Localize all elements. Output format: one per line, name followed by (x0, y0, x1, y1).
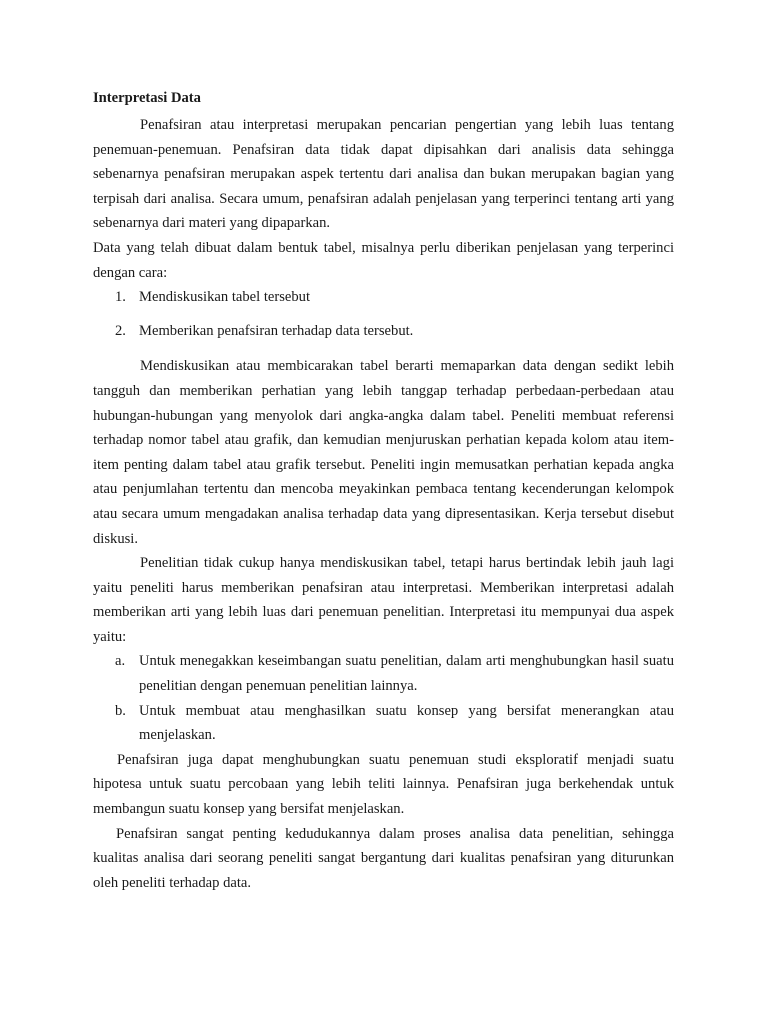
list-item (93, 699, 674, 748)
document-page (93, 88, 674, 895)
list-item (93, 319, 674, 344)
list-marker: a. (115, 653, 126, 670)
list-marker: b. (115, 702, 126, 719)
paragraph-interpretation: Penelitian tidak cukup hanya mendiskusikan tabel, tetapi harus bertindak lebih jauh lagi yaitu peneliti harus memberikan penafsiran atau interpretasi. Memberikan interpretasi adalah memberikan arti yang lebih luas dari penemuan penelitian. Interpretasi itu mempunyai dua aspek yaitu: (93, 555, 674, 645)
paragraph-exploratory: Penafsiran juga dapat menghubungkan suatu penemuan studi eksploratif menjadi suatu hipotesa untuk suatu percobaan yang lebih teliti lainnya. Penafsiran juga berkehendak untuk membangun suatu konsep yang bersifat menjelaskan. (93, 751, 674, 818)
paragraph-importance: Penafsiran sangat penting kedudukannya dalam proses analisa data penelitian, sehingga kualitas analisa dari seorang peneliti sangat bergantung dari kualitas penafsiran yang diturunkan oleh peneliti terhadap data. (93, 825, 674, 891)
list-item-text: Memberikan penafsiran terhadap data tersebut. (139, 322, 414, 339)
list-item-text: Mendiskusikan tabel tersebut (139, 289, 311, 306)
list-item-text: Untuk membuat atau menghasilkan suatu konsep yang bersifat menerangkan atau menjelaskan. (139, 702, 674, 744)
list-item (93, 285, 674, 310)
paragraph-definition: Penafsiran atau interpretasi merupakan pencarian pengertian yang lebih luas tentang penemuan-penemuan. Penafsiran data tidak dapat dipisahkan dari analisis data sehingga sebenarnya penafsiran merupakan aspek tertentu dari analisa dan bukan merupakan bagian yang terpisah dari analisa. Secara umum, penafsiran adalah penjelasan yang terperinci tentang arti yang sebenarnya dari materi yang dipaparkan. (93, 117, 674, 232)
lettered-list (93, 649, 674, 747)
paragraph-discussion: Mendiskusikan atau membicarakan tabel berarti memaparkan data dengan sedikt lebih tangguh dan memberikan perhatian yang lebih tanggap terhadap perbedaan-perbedaan atau hubungan-hubungan yang menyolok dari angka-angka dalam tabel. Peneliti membuat referensi terhadap nomor tabel atau grafik, dan kemudian menjuruskan perhatian kepada kolom atau item-item penting dalam tabel atau grafik tersebut. Peneliti ingin memusatkan perhatian kepada angka atau penjumlahan tertentu dan mencoba meyakinkan pembaca tentang kecenderungan kelompok atau secara umum mengadakan analisa terhadap data yang dipresentasikan. Kerja tersebut disebut diskusi. (93, 358, 674, 547)
list-marker: 1. (115, 289, 126, 306)
list-item-text: Untuk menegakkan keseimbangan suatu penelitian, dalam arti menghubungkan hasil suatu penelitian dengan penemuan penelitian lainnya. (139, 653, 674, 695)
numbered-list (93, 285, 674, 343)
list-marker: 2. (115, 322, 126, 339)
paragraph-table-intro: Data yang telah dibuat dalam bentuk tabel, misalnya perlu diberikan penjelasan yang terperinci dengan cara: (93, 239, 674, 281)
list-item (93, 649, 674, 698)
document-title: Interpretasi Data (93, 90, 201, 106)
